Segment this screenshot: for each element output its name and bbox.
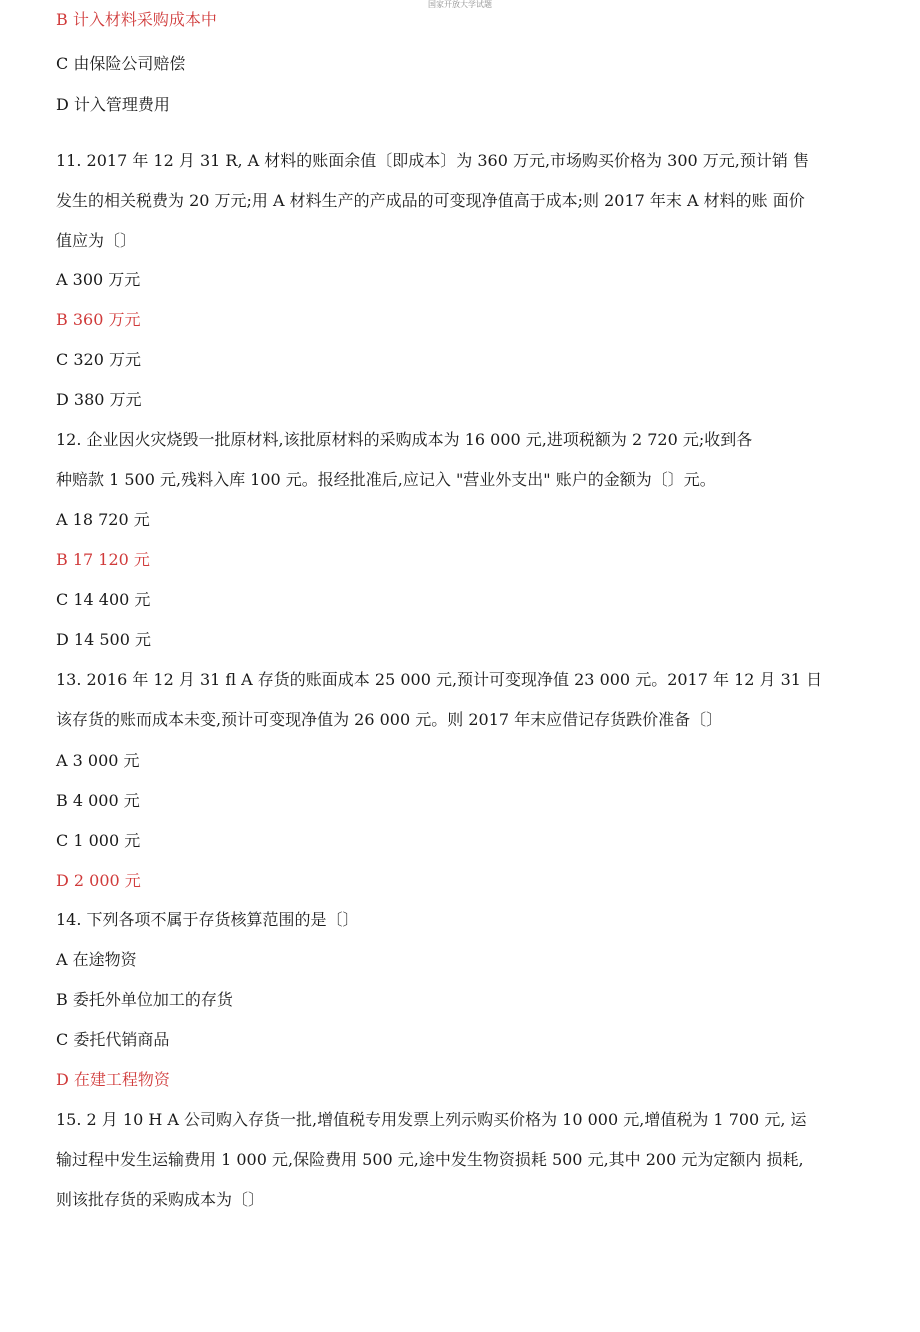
text-line: 输过程中发生运输费用 1 000 元,保险费用 500 元,途中发生物资损耗 500 元,其中 200 元为定额内 损耗,	[56, 1150, 804, 1169]
text-line: D 380 万元	[56, 390, 142, 409]
text-line: B 4 000 元	[56, 791, 140, 810]
text-line: C 委托代销商品	[56, 1030, 170, 1049]
text-line: 12. 企业因火灾烧毁一批原材料,该批原材料的采购成本为 16 000 元,进项税额为 2 720 元;收到各	[56, 430, 753, 449]
text-line: 种赔款 1 500 元,残料入库 100 元。报经批准后,应记入 "营业外支出" 账户的金额为〔〕元。	[56, 470, 716, 489]
text-line: A 在途物资	[56, 950, 137, 969]
answer-line-highlighted: B 计入材料采购成本中	[56, 10, 217, 29]
text-line: 14. 下列各项不属于存货核算范围的是〔〕	[56, 910, 359, 929]
answer-line-highlighted: B 360 万元	[56, 310, 141, 329]
text-line: D 计入管理费用	[56, 95, 170, 114]
text-line: D 14 500 元	[56, 630, 151, 649]
text-line: C 1 000 元	[56, 831, 141, 850]
page-header: 国家开放大学试题	[428, 0, 492, 9]
text-line: A 18 720 元	[56, 510, 150, 529]
text-line: 11. 2017 年 12 月 31 R, A 材料的账面余值〔即成本〕为 360 万元,市场购买价格为 300 万元,预计销 售	[56, 151, 809, 170]
text-line: 则该批存货的采购成本为〔〕	[56, 1190, 265, 1209]
text-line: 15. 2 月 10 H A 公司购入存货一批,增值税专用发票上列示购买价格为 10 000 元,增值税为 1 700 元, 运	[56, 1110, 807, 1129]
text-line: C 由保险公司赔偿	[56, 54, 186, 73]
text-line: A 300 万元	[56, 270, 141, 289]
text-line: 值应为〔〕	[56, 231, 137, 250]
answer-line-highlighted: D 在建工程物资	[56, 1070, 170, 1089]
text-line: C 14 400 元	[56, 590, 151, 609]
text-line: 发生的相关税费为 20 万元;用 A 材料生产的产成品的可变现净值高于成本;则 2017 年末 A 材料的账 面价	[56, 191, 805, 210]
answer-line-highlighted: B 17 120 元	[56, 550, 150, 569]
text-line: B 委托外单位加工的存货	[56, 990, 233, 1009]
text-line: 该存货的账而成本未变,预计可变现净值为 26 000 元。则 2017 年末应借记存货跌价准备〔〕	[56, 710, 723, 729]
text-line: A 3 000 元	[56, 751, 140, 770]
text-line: 13. 2016 年 12 月 31 fl A 存货的账面成本 25 000 元,预计可变现净值 23 000 元。2017 年 12 月 31 日	[56, 670, 823, 689]
answer-line-highlighted: D 2 000 元	[56, 871, 141, 890]
text-line: C 320 万元	[56, 350, 141, 369]
